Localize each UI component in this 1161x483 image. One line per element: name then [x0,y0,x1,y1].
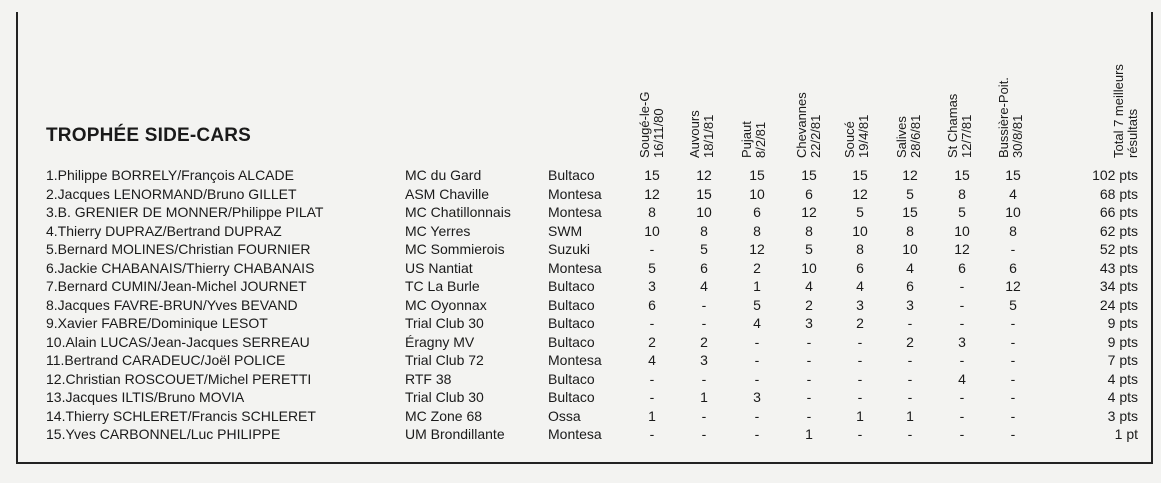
event-score: 2 [648,333,656,350]
event-place: Bussière-Poit. [996,77,1011,158]
event-score: 5 [700,241,708,257]
event-score: 15 [749,167,765,183]
event-score: 2 [753,259,761,276]
event-score: 8 [700,222,708,239]
event-score: - [907,389,913,405]
event-score: 12 [696,167,712,183]
table-row [0,203,1161,222]
event-score: 4 [1009,185,1017,202]
event-score: 5 [958,204,966,220]
event-score: - [857,333,863,350]
column-header-event [997,77,1025,158]
total-points: 102 pts [1092,167,1138,183]
event-score: 2 [906,333,914,350]
motorcycle-make: Bultaco [548,370,595,387]
rider-names: 15.Yves CARBONNEL/Luc PHILIPPE [46,426,281,442]
event-score: 2 [805,296,813,313]
event-score: - [806,352,812,368]
event-score: 5 [805,241,813,257]
club-name: MC du Gard [405,167,482,183]
event-score: 8 [856,241,864,257]
event-score: - [701,407,707,424]
column-header-event [638,92,666,158]
rider-names: 3.B. GRENIER DE MONNER/Philippe PILAT [46,204,324,220]
event-date: 8/2/81 [753,121,768,158]
event-score: 10 [852,222,868,239]
event-score: 10 [644,222,660,239]
table-row [0,222,1161,241]
rider-names: 5.Bernard MOLINES/Christian FOURNIER [46,241,311,257]
event-score: - [907,370,913,387]
event-date: 30/8/81 [1010,114,1025,158]
event-score: 5 [1009,296,1017,313]
rider-names: 2.Jacques LENORMAND/Bruno GILLET [46,185,297,202]
event-score: 2 [856,315,864,331]
event-date: 18/1/81 [701,114,716,158]
event-score: 8 [805,222,813,239]
event-score: 3 [856,296,864,313]
event-place: Auvours [687,110,702,158]
event-score: - [649,315,655,331]
event-score: - [1010,370,1016,387]
column-header-event [895,115,923,158]
event-score: - [1010,389,1016,405]
event-date: 22/2/81 [808,114,823,158]
motorcycle-make: Montesa [548,259,602,276]
motorcycle-make: Suzuki [548,241,591,257]
event-score: 1 [753,278,761,294]
event-score: 4 [856,278,864,294]
total-points: 43 pts [1099,259,1138,276]
event-score: 15 [852,167,868,183]
event-score: - [701,315,707,331]
event-score: - [701,296,707,313]
total-points: 7 pts [1107,352,1138,368]
event-score: - [959,389,965,405]
event-score: 8 [648,204,656,220]
event-score: - [806,407,812,424]
event-score: 12 [644,185,660,202]
event-score: 6 [648,296,656,313]
rider-names: 11.Bertrand CARADEUC/Joël POLICE [46,352,286,368]
event-score: 3 [906,296,914,313]
event-score: - [857,389,863,405]
motorcycle-make: Bultaco [548,389,595,405]
event-score: - [754,352,760,368]
table-row [0,314,1161,333]
event-score: - [1010,352,1016,368]
event-date: 16/11/80 [651,108,666,158]
event-score: 15 [1005,167,1021,183]
event-score: 10 [1005,204,1021,220]
club-name: TC La Burle [405,278,480,294]
total-points: 62 pts [1099,222,1138,239]
motorcycle-make: SWM [548,222,583,239]
event-score: 3 [958,333,966,350]
event-score: 3 [648,278,656,294]
event-score: 10 [902,241,918,257]
event-date: 19/4/81 [856,114,871,158]
event-score: 6 [753,204,761,220]
event-score: - [907,352,913,368]
table-row [0,166,1161,185]
club-name: MC Zone 68 [405,407,483,424]
event-score: 4 [805,278,813,294]
event-score: 10 [801,259,817,276]
total-points: 9 pts [1107,333,1138,350]
column-header-event [843,115,871,158]
rider-names: 13.Jacques ILTIS/Bruno MOVIA [46,389,245,405]
rider-names: 6.Jackie CHABANAIS/Thierry CHABANAIS [46,259,315,276]
table-row [0,407,1161,426]
event-score: 15 [644,167,660,183]
event-place: Soucé [842,121,857,158]
table-row [0,277,1161,296]
table-row [0,333,1161,352]
event-score: 12 [954,241,970,257]
motorcycle-make: Montesa [548,352,602,368]
event-score: 1 [856,407,864,424]
event-score: - [857,352,863,368]
motorcycle-make: Bultaco [548,167,595,183]
event-score: - [754,370,760,387]
event-date: 12/7/81 [959,114,974,158]
event-score: 5 [753,296,761,313]
event-score: 8 [1009,222,1017,239]
motorcycle-make: Bultaco [548,315,595,331]
event-score: 5 [648,259,656,276]
event-score: - [649,426,655,442]
event-score: 1 [906,407,914,424]
event-score: 10 [749,185,765,202]
event-score: 6 [1009,259,1017,276]
event-score: - [806,389,812,405]
event-place: Sougé-le-G [637,91,652,158]
event-score: 15 [902,204,918,220]
event-score: - [907,315,913,331]
club-name: MC Sommierois [405,241,505,257]
event-score: 4 [648,352,656,368]
rider-names: 8.Jacques FAVRE-BRUN/Yves BEVAND [46,296,298,313]
motorcycle-make: Montesa [548,426,602,442]
event-score: - [649,241,655,257]
motorcycle-make: Bultaco [548,333,595,350]
event-score: - [857,426,863,442]
table-row [0,185,1161,204]
event-score: - [959,278,965,294]
event-score: 10 [954,222,970,239]
table-row [0,425,1161,444]
event-score: 8 [906,222,914,239]
event-place: St Chamas [945,93,960,158]
total-points: 24 pts [1099,296,1138,313]
table-row [0,370,1161,389]
total-points: 9 pts [1107,315,1138,331]
event-score: 3 [753,389,761,405]
rider-names: 10.Alain LUCAS/Jean-Jacques SERREAU [46,333,310,350]
event-score: 12 [852,185,868,202]
event-score: 15 [954,167,970,183]
event-score: 6 [906,278,914,294]
total-points: 4 pts [1107,389,1138,405]
rider-names: 7.Bernard CUMIN/Jean-Michel JOURNET [46,278,307,294]
table-row [0,296,1161,315]
event-score: - [1010,241,1016,257]
event-place: Chevannes [794,92,809,158]
total-points: 34 pts [1099,278,1138,294]
rider-names: 1.Philippe BORRELY/François ALCADE [46,167,294,183]
motorcycle-make: Montesa [548,204,602,220]
club-name: MC Yerres [405,222,471,239]
event-score: 15 [696,185,712,202]
column-header-event [740,121,768,158]
event-place: Pujaut [739,121,754,158]
event-score: - [649,370,655,387]
page-title: TROPHÉE SIDE-CARS [46,125,252,146]
event-score: - [754,407,760,424]
event-score: 2 [700,333,708,350]
event-score: - [959,352,965,368]
motorcycle-make: Montesa [548,185,602,202]
club-name: Éragny MV [405,333,475,350]
club-name: MC Oyonnax [405,296,487,313]
column-header-total [1112,64,1140,158]
table-row [0,240,1161,259]
event-score: - [959,407,965,424]
event-score: - [857,370,863,387]
club-name: US Nantiat [405,259,473,276]
event-score: 3 [700,352,708,368]
total-points: 3 pts [1107,407,1138,424]
event-score: 10 [696,204,712,220]
event-score: - [959,315,965,331]
table-row [0,351,1161,370]
event-score: 1 [648,407,656,424]
event-score: 8 [753,222,761,239]
event-score: 12 [902,167,918,183]
column-header-event [688,110,716,158]
motorcycle-make: Bultaco [548,278,595,294]
rider-names: 12.Christian ROSCOUET/Michel PERETTI [46,370,312,387]
rider-names: 9.Xavier FABRE/Dominique LESOT [46,315,268,331]
motorcycle-make: Bultaco [548,296,595,313]
event-score: 4 [906,259,914,276]
event-score: 8 [958,185,966,202]
club-name: UM Brondillante [405,426,505,442]
event-score: - [1010,407,1016,424]
total-header-line: résultats [1125,108,1140,158]
event-score: 6 [856,259,864,276]
table-row [0,259,1161,278]
event-score: 12 [801,204,817,220]
rider-names: 4.Thierry DUPRAZ/Bertrand DUPRAZ [46,222,282,239]
event-score: 12 [749,241,765,257]
club-name: MC Chatillonnais [405,204,511,220]
event-score: - [959,296,965,313]
event-score: 4 [753,315,761,331]
club-name: Trial Club 72 [405,352,484,368]
total-points: 68 pts [1099,185,1138,202]
event-score: - [701,426,707,442]
event-score: - [959,426,965,442]
event-score: - [1010,315,1016,331]
event-score: - [649,389,655,405]
event-score: 4 [700,278,708,294]
event-score: - [701,370,707,387]
club-name: RTF 38 [405,370,452,387]
event-score: 6 [700,259,708,276]
total-points: 66 pts [1099,204,1138,220]
event-score: - [907,426,913,442]
event-score: - [806,333,812,350]
club-name: Trial Club 30 [405,389,484,405]
event-score: - [1010,333,1016,350]
event-score: 1 [700,389,708,405]
event-score: - [806,370,812,387]
event-score: 15 [801,167,817,183]
total-points: 52 pts [1099,241,1138,257]
total-points: 1 pt [1114,426,1138,442]
event-score: - [1010,426,1016,442]
column-header-event [946,94,974,158]
club-name: Trial Club 30 [405,315,484,331]
club-name: ASM Chaville [405,185,490,202]
event-score: 5 [856,204,864,220]
event-score: - [754,426,760,442]
column-header-event [795,92,823,158]
event-date: 28/6/81 [908,114,923,158]
total-header-line: Total 7 meilleurs [1111,64,1126,158]
event-score: 6 [958,259,966,276]
event-score: 12 [1005,278,1021,294]
event-place: Salives [894,116,909,158]
total-points: 4 pts [1107,370,1138,387]
event-score: 5 [906,185,914,202]
rider-names: 14.Thierry SCHLERET/Francis SCHLERET [46,407,316,424]
event-score: 6 [805,185,813,202]
event-score: - [754,333,760,350]
table-row [0,388,1161,407]
motorcycle-make: Ossa [548,407,581,424]
event-score: 4 [958,370,966,387]
event-score: 3 [805,315,813,331]
event-score: 1 [805,426,813,442]
